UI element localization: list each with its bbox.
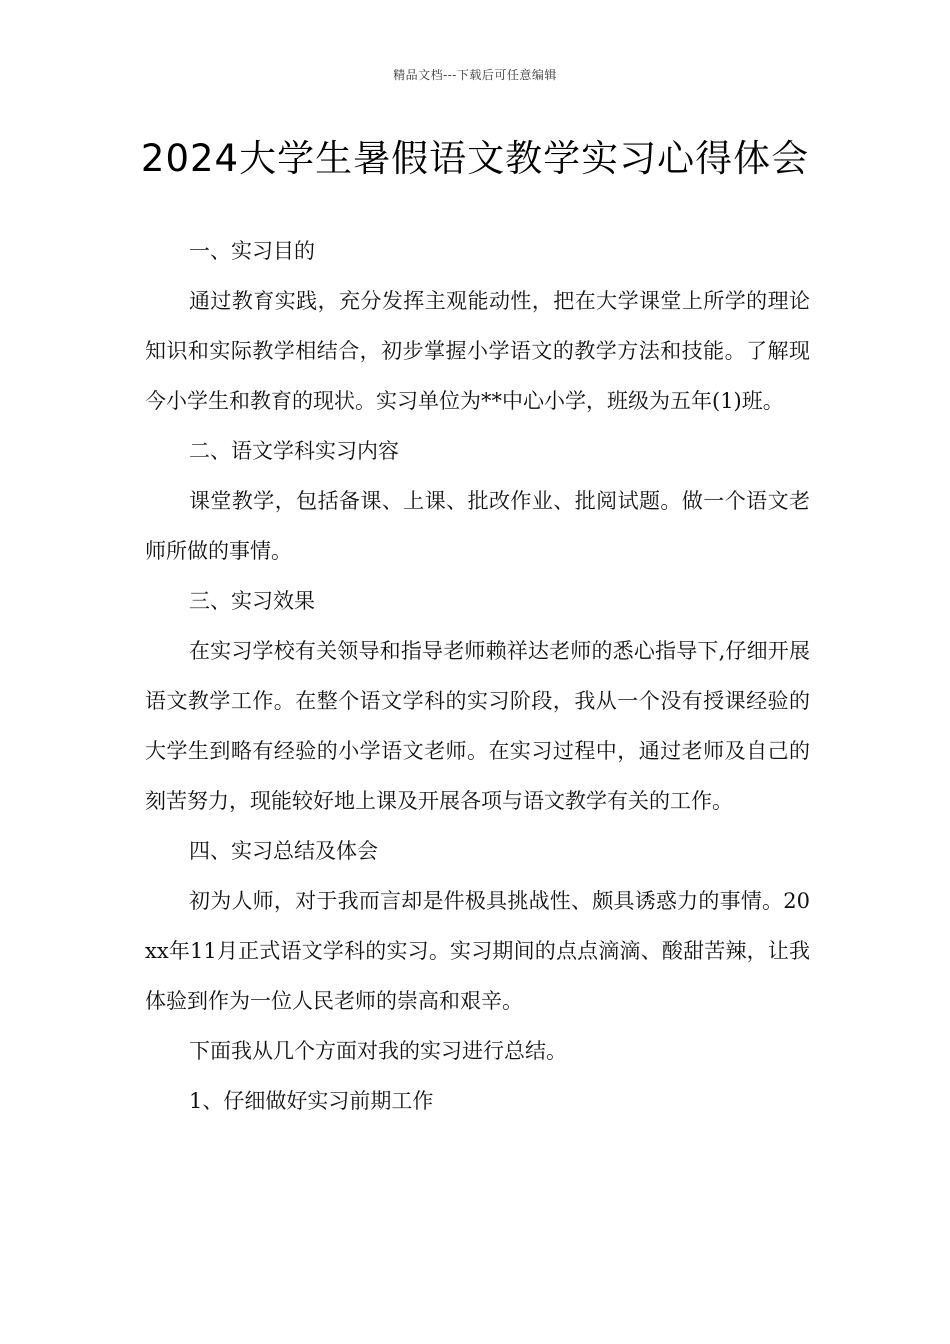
header-note: 精品文档---下载后可任意编辑 <box>393 68 557 82</box>
section-heading-purpose: 一、实习目的 <box>189 239 315 263</box>
paragraph-effect: 在实习学校有关领导和指导老师赖祥达老师的悉心指导下,仔细开展语文教学工作。在整个语文学科的实习阶段，我从一个没有授课经验的大学生到略有经验的小学语文老师。在实习过程中，通过老师及自己的刻苦努力，现能较好地上课及开展各项与语文教学有关的工作。 <box>145 639 810 813</box>
section-heading-preparation: 1、仔细做好实习前期工作 <box>189 1089 434 1113</box>
document-body <box>145 226 810 1126</box>
section-heading-effect: 三、实习效果 <box>189 589 315 613</box>
paragraph-summary-1: 初为人师，对于我而言却是件极具挑战性、颇具诱惑力的事情。20xx年11月正式语文学科的实习。实习期间的点点滴滴、酸甜苦辣，让我体验到作为一位人民老师的崇高和艰辛。 <box>145 889 810 1013</box>
paragraph-content: 课堂教学，包括备课、上课、批改作业、批阅试题。做一个语文老师所做的事情。 <box>145 489 810 563</box>
section-heading-summary: 四、实习总结及体会 <box>189 839 378 863</box>
document-title: 2024大学生暑假语文教学实习心得体会 <box>140 137 810 180</box>
paragraph-purpose: 通过教育实践，充分发挥主观能动性，把在大学课堂上所学的理论知识和实际教学相结合，初步掌握小学语文的教学方法和技能。了解现今小学生和教育的现状。实习单位为**中心小学，班级为五年(1)班。 <box>145 289 810 413</box>
section-heading-content: 二、语文学科实习内容 <box>189 439 399 463</box>
paragraph-summary-2: 下面我从几个方面对我的实习进行总结。 <box>189 1039 567 1063</box>
